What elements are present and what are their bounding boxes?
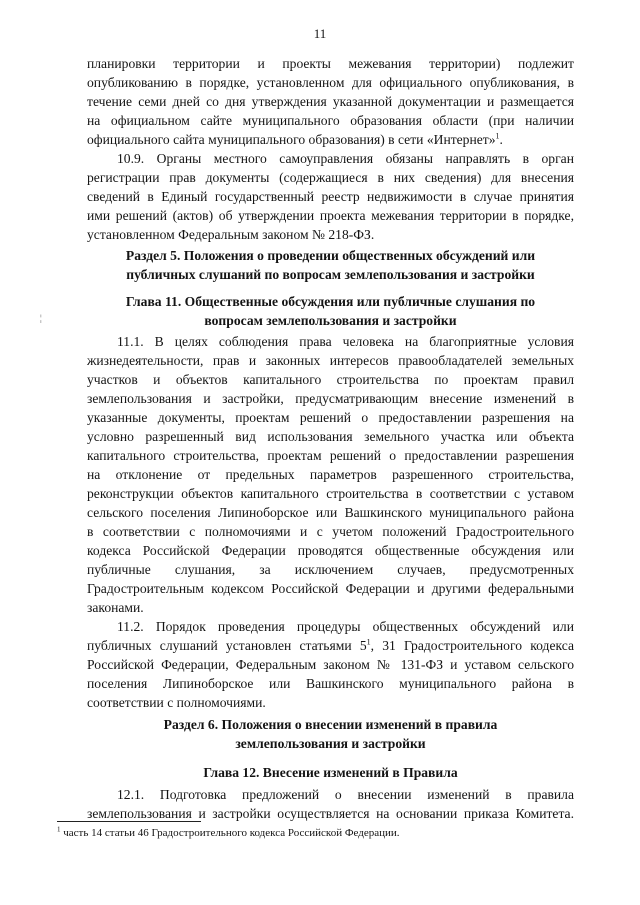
text-line: сельского поселения Липиноборское или Вашкинского муниципального района <box>87 505 574 520</box>
text-line: поселения Липиноборское или Вашкинского муниципального района в <box>87 676 574 691</box>
line-text-after: . <box>499 132 503 147</box>
text-line: жизнедеятельности, прав и законных интересов правообладателей земельных <box>87 353 574 368</box>
section-heading: публичных слушаний по вопросам землепользования и застройки <box>126 267 535 282</box>
text-line: в соответствии с полномочиями и с учетом положений Градостроительного <box>87 524 574 539</box>
text-line: планировки территории и проекты межевания территории) подлежит <box>87 56 574 71</box>
text-line: сведений в Единый государственный реестр недвижимости в случае принятия <box>87 189 574 204</box>
text-line: указанные документы, проектам решений о предоставлении разрешения на <box>87 410 574 425</box>
footnote-mark: 1 <box>57 825 61 834</box>
text-line: законами. <box>87 600 144 615</box>
footnote-ref: 1 <box>366 637 371 647</box>
text-line: соответствии с полномочиями. <box>87 695 266 710</box>
text-line: 11.2. Порядок проведения процедуры общественных обсуждений или <box>117 619 574 634</box>
line-text: официального сайта муниципального образования) в сети «Интернет» <box>87 132 496 147</box>
text-line: условно разрешенный вид использования земельного участка или объекта <box>87 429 574 444</box>
footnote <box>57 826 400 840</box>
text-line: на официальном сайте муниципального образования области (при наличии <box>87 113 574 128</box>
line-text: публичных слушаний установлен статьями 5 <box>87 638 367 653</box>
text-line <box>87 637 574 655</box>
text-line: землепользования и застройки, предусматривающим внесение изменений в <box>87 391 574 406</box>
section-heading: землепользования и застройки <box>235 736 426 751</box>
text-line: землепользования и застройки осуществляется на основании приказа Комитета. <box>87 806 574 821</box>
line-text-after: , 31 Градостроительного кодекса <box>370 638 574 653</box>
text-line <box>87 131 574 149</box>
scan-artifact: ¦ <box>40 313 42 323</box>
text-line: течение семи дней со дня утверждения указанной документации и размещается <box>87 94 574 109</box>
text-line: установленном Федеральным законом № 218-ФЗ. <box>87 227 375 242</box>
page-number: 11 <box>313 26 327 41</box>
text-line: 12.1. Подготовка предложений о внесении изменений в правила <box>117 787 574 802</box>
section-heading: Раздел 6. Положения о внесении изменений в правила <box>163 717 498 732</box>
text-line: ими решений (актов) об утверждении проекта межевания территории в порядке, <box>87 208 574 223</box>
chapter-heading: Глава 11. Общественные обсуждения или публичные слушания по <box>125 294 536 309</box>
footnote-separator <box>57 821 201 822</box>
text-line: опубликованию в порядке, установленном для официального опубликования, в <box>87 75 574 90</box>
text-line: Градостроительным кодексом Российской Федерации и другими федеральными <box>87 581 574 596</box>
text-line: кодекса Российской Федерации проводятся общественные обсуждения или <box>87 543 574 558</box>
text-line: капитального строительства, проектам решений о предоставлении разрешения <box>87 448 574 463</box>
text-line: 10.9. Органы местного самоуправления обязаны направлять в орган <box>117 151 574 166</box>
chapter-heading: Глава 12. Внесение изменений в Правила <box>203 765 458 780</box>
section-heading: Раздел 5. Положения о проведении общественных обсуждений или <box>125 248 536 263</box>
text-line: публичные слушания, за исключением случаев, предусмотренных <box>87 562 574 577</box>
text-line: на отклонение от предельных параметров разрешенного строительства, <box>87 467 574 482</box>
chapter-heading: вопросам землепользования и застройки <box>204 313 457 328</box>
footnote-text: часть 14 статьи 46 Градостроительного кодекса Российской Федерации. <box>60 827 400 839</box>
footnote-ref: 1 <box>495 131 500 141</box>
text-line: Российской Федерации, Федеральным законом № 131-ФЗ и уставом сельского <box>87 657 574 672</box>
text-line: реконструкции объектов капитального строительства в соответствии с уставом <box>87 486 574 501</box>
text-line: участков и объектов капитального строительства по проектам правил <box>87 372 574 387</box>
text-line: регистрации прав документы (содержащиеся в них сведения) для внесения <box>87 170 574 185</box>
text-line: 11.1. В целях соблюдения права человека на благоприятные условия <box>117 334 574 349</box>
